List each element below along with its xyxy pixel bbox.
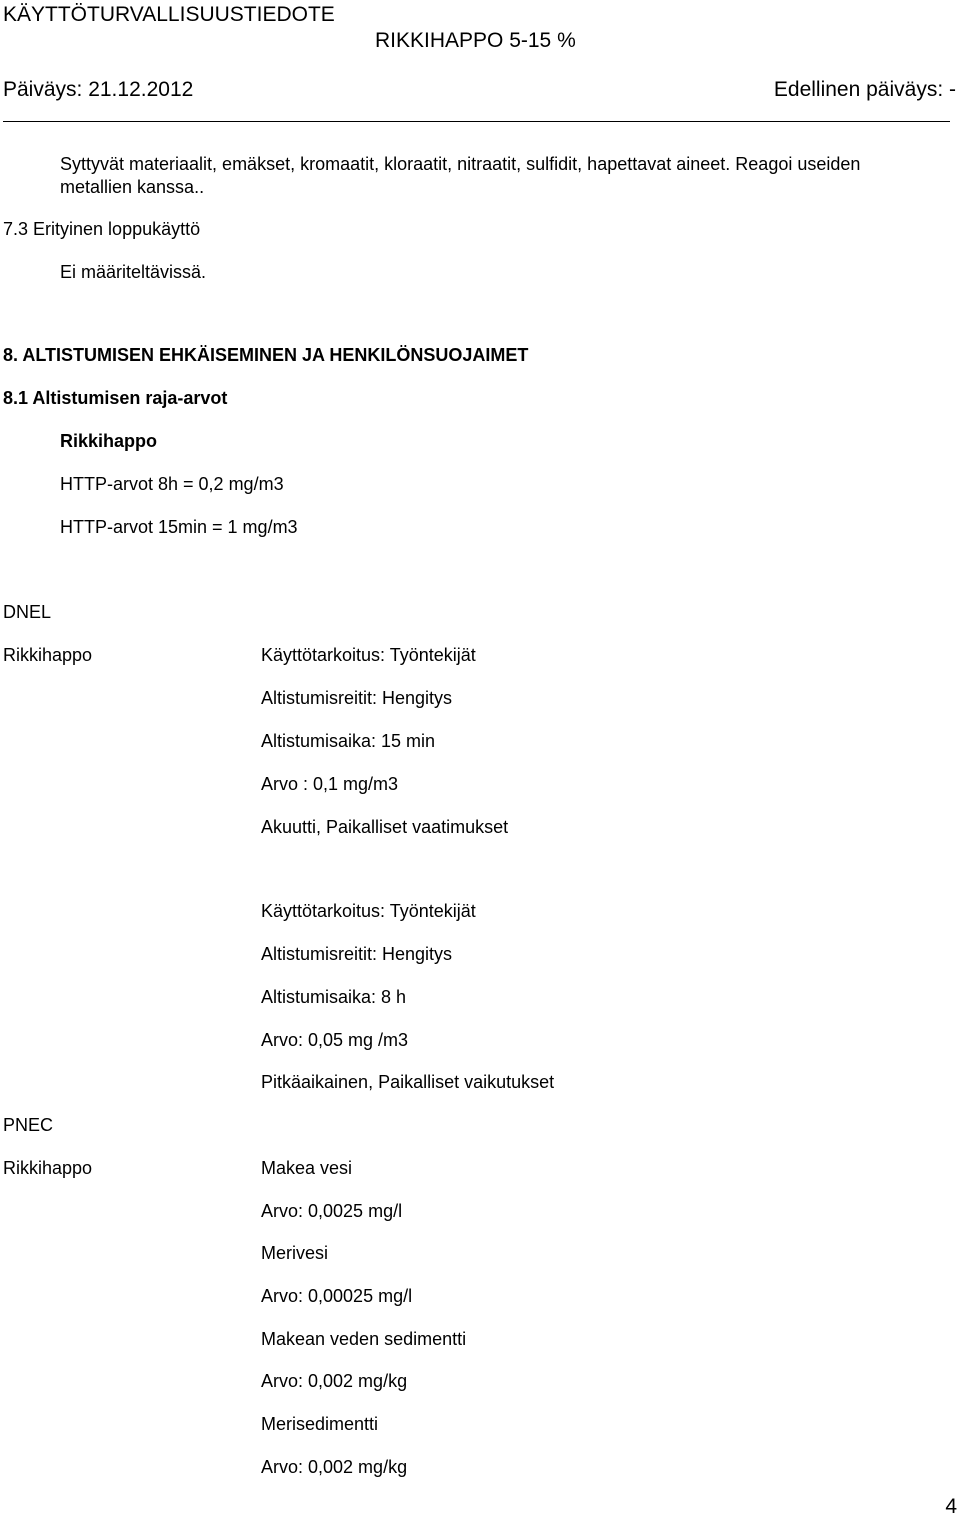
dnel-entry-1-route: Altistumisreitit: Hengitys <box>261 688 453 708</box>
incompatible-materials-line-1: Syttyvät materiaalit, emäkset, kromaatit, kloraatit, nitraatit, sulfidit, hapettavat aineet. Reagoi useiden <box>60 154 861 174</box>
header-divider <box>3 121 950 122</box>
page-number: 4 <box>945 1495 957 1518</box>
product-name: RIKKIHAPPO 5-15 % <box>375 29 576 52</box>
dnel-label: DNEL <box>3 602 52 622</box>
dnel-entry-1-value: Arvo : 0,1 mg/m3 <box>261 774 399 794</box>
pnec-value-seawater: Arvo: 0,00025 mg/l <box>261 1286 413 1306</box>
issue-date: Päiväys: 21.12.2012 <box>3 78 194 101</box>
htp-15min-value: HTTP-arvot 15min = 1 mg/m3 <box>60 517 298 537</box>
dnel-entry-2-effect: Pitkäaikainen, Paikalliset vaikutukset <box>261 1072 555 1092</box>
limit-substance-name: Rikkihappo <box>60 431 158 451</box>
pnec-value-freshwater-sediment: Arvo: 0,002 mg/kg <box>261 1371 408 1391</box>
pnec-compartment-seawater: Merivesi <box>261 1243 329 1263</box>
dnel-entry-1-duration: Altistumisaika: 15 min <box>261 731 436 751</box>
section-7-3-heading: 7.3 Erityinen loppukäyttö <box>3 219 201 239</box>
section-8-heading: 8. ALTISTUMISEN EHKÄISEMINEN JA HENKILÖNSUOJAIMET <box>3 345 529 365</box>
pnec-substance: Rikkihappo <box>3 1158 93 1178</box>
dnel-substance: Rikkihappo <box>3 645 93 665</box>
pnec-label: PNEC <box>3 1115 54 1135</box>
dnel-entry-2-value: Arvo: 0,05 mg /m3 <box>261 1030 409 1050</box>
dnel-entry-2-purpose: Käyttötarkoitus: Työntekijät <box>261 901 476 921</box>
section-7-3-text: Ei määriteltävissä. <box>60 262 207 282</box>
previous-date: Edellinen päiväys: - <box>773 78 956 101</box>
htp-8h-value: HTTP-arvot 8h = 0,2 mg/m3 <box>60 474 284 494</box>
dnel-entry-1-purpose: Käyttötarkoitus: Työntekijät <box>261 645 476 665</box>
dnel-entry-1-effect: Akuutti, Paikalliset vaatimukset <box>261 817 509 837</box>
pnec-value-freshwater: Arvo: 0,0025 mg/l <box>261 1201 403 1221</box>
section-8-1-heading: 8.1 Altistumisen raja-arvot <box>3 388 228 408</box>
incompatible-materials-line-2: metallien kanssa.. <box>60 177 205 197</box>
document-title: KÄYTTÖTURVALLISUUSTIEDOTE <box>3 3 335 26</box>
dnel-entry-2-route: Altistumisreitit: Hengitys <box>261 944 453 964</box>
pnec-value-marine-sediment: Arvo: 0,002 mg/kg <box>261 1457 408 1477</box>
dnel-entry-2-duration: Altistumisaika: 8 h <box>261 987 407 1007</box>
pnec-compartment-freshwater: Makea vesi <box>261 1158 353 1178</box>
pnec-compartment-marine-sediment: Merisedimentti <box>261 1414 379 1434</box>
pnec-compartment-freshwater-sediment: Makean veden sedimentti <box>261 1329 467 1349</box>
